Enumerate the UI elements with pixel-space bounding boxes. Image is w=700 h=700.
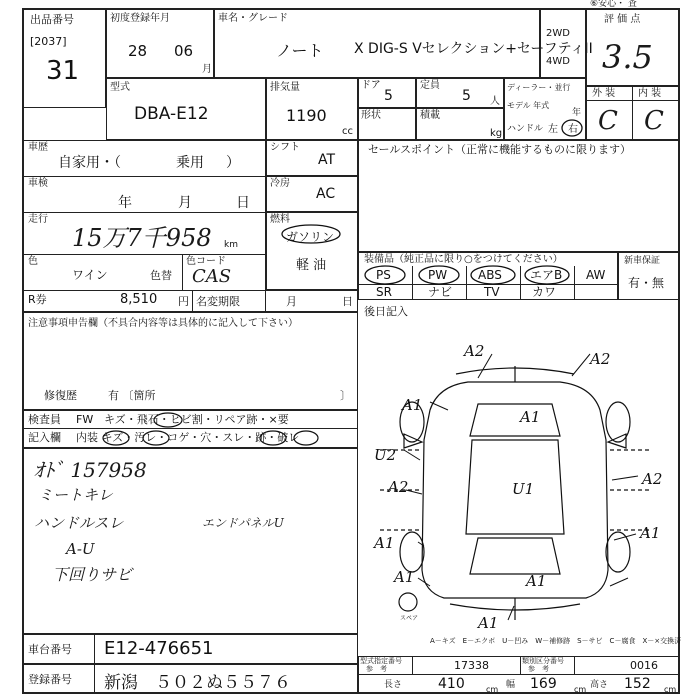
color-code-label: 色コード	[186, 256, 226, 267]
entry-items: 内装 キズ・汚レ・コゲ・穴・スレ・跡・破レ	[76, 431, 300, 444]
inspector-items: キズ・飛石・ヒビ割・リペア跡・×要	[104, 413, 289, 426]
equip-leather: カワ	[532, 285, 557, 299]
sales-point-cell	[358, 140, 680, 252]
spec-footer-div-2	[520, 656, 521, 674]
equip-navi: ナビ	[428, 285, 453, 299]
handle-right-circle	[560, 118, 584, 138]
mark-front-a2: A2	[464, 342, 485, 360]
load-label: 積載	[420, 110, 440, 121]
shift: AT	[318, 152, 336, 168]
color: ワイン	[72, 268, 108, 282]
model-label: 型式	[110, 82, 130, 93]
handle-right: 右	[568, 124, 578, 135]
usage-rule-2	[22, 212, 266, 213]
ac-label: 冷房	[270, 178, 290, 189]
height-unit: cm	[664, 685, 677, 694]
dealer-label: ディーラー・並行	[507, 83, 571, 92]
reg-month: 06	[174, 42, 194, 60]
lot-sub: [2037]	[30, 35, 67, 48]
width-unit: cm	[574, 685, 587, 694]
handle-left: 左	[548, 124, 558, 135]
cert-label: 型式指定番号	[360, 657, 402, 665]
kg-unit: kg	[490, 128, 503, 139]
car-name: ノート	[276, 41, 324, 60]
km-unit: km	[224, 240, 238, 250]
inspector-label: 検査員	[28, 413, 61, 426]
cls-ref: 参 考	[528, 665, 549, 673]
height-label: 高さ	[590, 680, 609, 690]
inspector-fw: FW	[76, 413, 94, 426]
model-year-label: モデル 年式	[507, 101, 550, 110]
lot-number: 31	[46, 56, 80, 86]
first-reg-label: 初度登録年月	[110, 13, 170, 24]
ac: AC	[316, 186, 336, 202]
notes-circles	[22, 410, 358, 448]
mark-trunk-a1: A1	[526, 572, 547, 590]
capacity: 5	[462, 88, 471, 104]
fuel-label: 燃料	[270, 214, 290, 225]
category-type: 乗用	[176, 155, 204, 171]
equip-abs: ABS	[478, 268, 502, 282]
spec-footer-div-1	[412, 656, 413, 674]
spare-label: スペア	[400, 615, 419, 622]
ext-int-divider	[632, 86, 633, 140]
cert-ref: 参 考	[366, 665, 387, 673]
category: 自家用・（	[58, 155, 121, 171]
mileage: 15万7千958	[72, 224, 212, 252]
new-warranty: 有・無	[628, 276, 665, 290]
color-code-divider	[182, 254, 183, 290]
doors-label: ドア	[361, 80, 381, 91]
recycle-label: R券	[28, 293, 47, 306]
mark-rear-a1: A1	[478, 614, 499, 632]
inspection-label: 車検	[28, 178, 48, 189]
shift-label: シフト	[270, 142, 300, 153]
yen-unit: 円	[178, 295, 189, 308]
cc-unit: cc	[342, 126, 353, 137]
hand-line-2: ミートキレ	[38, 486, 113, 504]
equip-aw: AW	[586, 268, 606, 282]
month-unit: 月	[202, 64, 212, 75]
persons-unit: 人	[490, 96, 500, 107]
recycle: 8,510	[120, 292, 158, 307]
category-label: 車歴	[28, 142, 48, 153]
car-name-label: 車名・グレード	[218, 13, 288, 24]
interior-grade: C	[644, 106, 664, 136]
shape-label: 形状	[361, 110, 381, 121]
len-label: 長さ	[384, 680, 403, 690]
nc-day: 日	[342, 295, 353, 308]
fuel-diesel: 軽 油	[296, 258, 327, 273]
color-no-label: 色替	[150, 269, 172, 282]
reg-year: 28	[128, 42, 148, 60]
model: DBA-E12	[134, 104, 209, 124]
interior-label: 内 装	[638, 88, 662, 99]
doors: 5	[384, 88, 393, 104]
category-close: ）	[226, 155, 240, 171]
lot-label: 出品番号	[30, 13, 74, 26]
capacity-label: 定員	[420, 80, 440, 91]
cls-label: 類別区分番号	[522, 657, 564, 665]
drive-cell	[540, 8, 586, 78]
mark-front-left-a1: A1	[402, 396, 423, 414]
equip-ps: PS	[376, 268, 391, 282]
equip-tv: TV	[484, 285, 500, 299]
hand-line-odo: ｵﾄﾞ 157958	[34, 458, 147, 482]
diagram-legend: A－キズ E－エクボ U－凹み W－補修跡 S－サビ C－腐食 X－×交換済	[430, 637, 682, 645]
grade: X DIG-S Vセレクション+セーフティII	[354, 41, 593, 57]
mark-rear-left-a1: A1	[394, 568, 415, 586]
score: 3.5	[602, 38, 653, 76]
drive-4wd: 4WD	[546, 56, 570, 67]
drive-2wd: 2WD	[546, 28, 570, 39]
score-label: 評 価 点	[604, 14, 641, 25]
repair-close: 〕	[340, 389, 351, 402]
displacement: 1190	[286, 106, 327, 125]
height: 152	[624, 676, 651, 692]
color-label: 色	[28, 256, 38, 267]
mark-left-a2: A2	[388, 478, 409, 496]
hand-line-4: A-U	[66, 540, 95, 558]
plate-label: 登録番号	[28, 673, 72, 686]
fuel-gas-circle	[280, 222, 342, 246]
color-code: CAS	[192, 266, 232, 287]
year-unit: 年	[572, 108, 582, 118]
width: 169	[530, 676, 557, 692]
mark-right-a2: A2	[642, 470, 663, 488]
mark-left-u2: U2	[374, 446, 397, 464]
usage-rule-3	[22, 254, 266, 255]
hand-line-3: ハンドルスレ	[34, 514, 124, 532]
len-unit: cm	[486, 685, 499, 694]
exterior-label: 外 装	[592, 88, 616, 99]
notes-title: 注意事項申告欄（不具合内容等は具体的に記入して下さい）	[28, 318, 298, 329]
mark-right-rear-a1: A1	[640, 524, 661, 542]
insp-year: 年	[118, 195, 132, 211]
nc-month: 月	[286, 295, 297, 308]
chassis-label: 車台番号	[28, 643, 72, 656]
equip-sr: SR	[376, 285, 392, 299]
repair-label: 修復歴	[44, 389, 77, 402]
mark-hood-a1: A1	[520, 408, 541, 426]
cert-no: 17338	[454, 659, 489, 672]
spec-footer-rule	[358, 674, 680, 675]
insp-day: 日	[236, 195, 250, 211]
insp-month: 月	[178, 195, 192, 211]
name-change-label: 名変期限	[196, 295, 240, 308]
after-label: 後日記入	[364, 305, 408, 318]
ext-int-rule	[586, 100, 680, 101]
equip-airbag: エアB	[530, 268, 563, 282]
equipment-label: 装備品（純正品に限り○をつけてください）	[364, 254, 563, 265]
hand-side-note: エンドパネルU	[202, 516, 284, 530]
top-note: ⑥安心・ 査	[590, 0, 637, 9]
mileage-label: 走行	[28, 214, 48, 225]
handle-label: ハンドル	[507, 124, 544, 134]
displacement-label: 排気量	[270, 82, 300, 93]
mark-roof-u1: U1	[512, 480, 535, 498]
car-diagram	[360, 330, 678, 632]
entry-label: 記入欄	[28, 431, 61, 444]
exterior-grade: C	[598, 106, 618, 136]
new-warranty-label: 新車保証	[624, 256, 661, 266]
cls-no: 0016	[630, 659, 658, 672]
usage-rule-1	[22, 176, 266, 177]
hand-line-5: 下回りサビ	[52, 565, 133, 584]
width-label: 幅	[506, 680, 516, 690]
sales-point-title: セールスポイント（正常に機能するものに限ります）	[368, 143, 632, 156]
spec-footer-div-3	[574, 656, 575, 674]
mark-front-right-a2: A2	[590, 350, 611, 368]
fuel-gas: ガソリン	[286, 230, 335, 244]
len: 410	[438, 676, 465, 692]
equip-pw: PW	[428, 268, 448, 282]
plate: 新潟 ５０２ぬ５５７６	[104, 673, 291, 693]
repair-value: 有 〔箇所	[108, 389, 156, 402]
chassis: E12-476651	[104, 638, 214, 659]
mark-left-rear-a1: A1	[374, 534, 395, 552]
equipment-circles	[358, 264, 618, 286]
